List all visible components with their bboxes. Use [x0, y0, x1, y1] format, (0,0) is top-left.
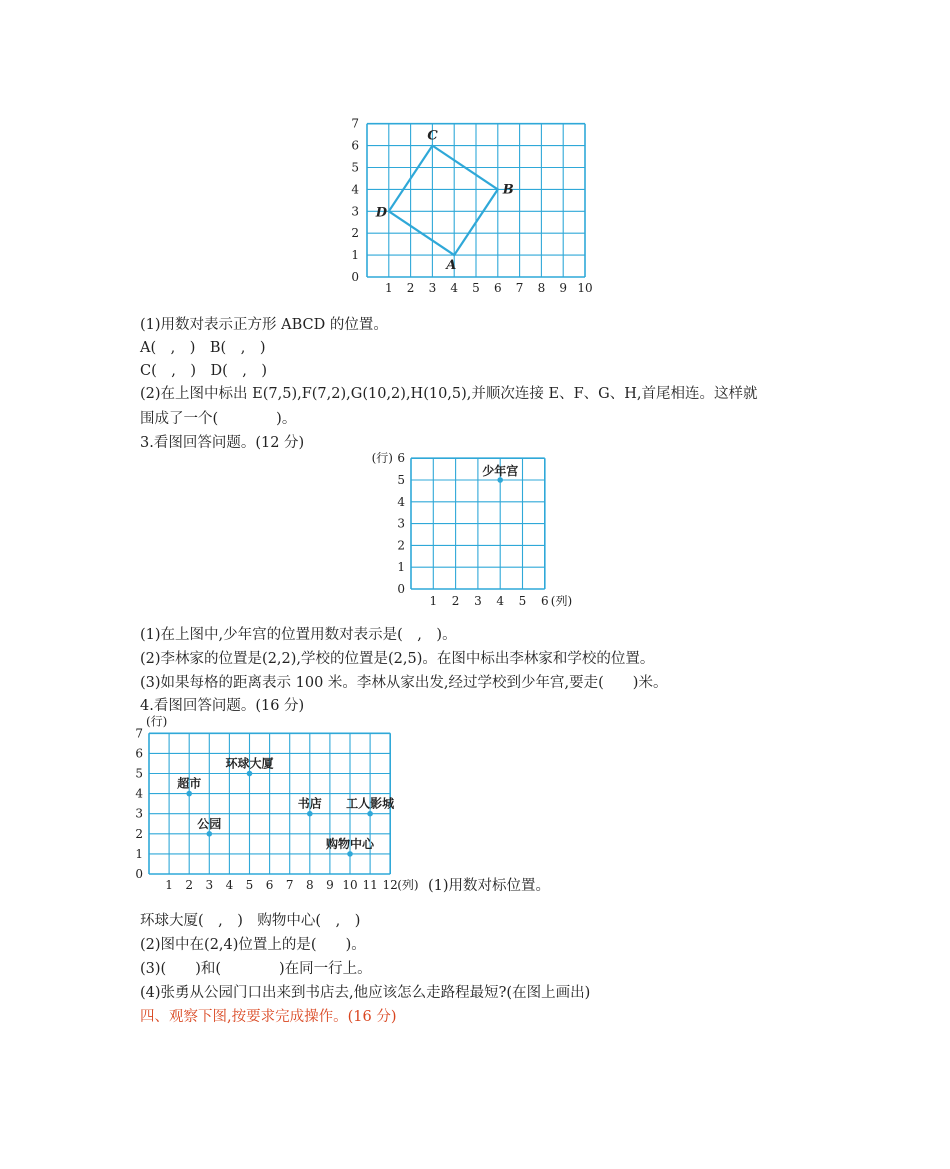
y-tick-label: 1 [351, 248, 359, 263]
y-tick-label: 7 [351, 116, 359, 131]
question-3-heading: 3.看图回答问题。(12 分) [140, 435, 305, 451]
x-tick-label: 2 [406, 281, 415, 295]
column-axis-label: (列) [397, 878, 419, 892]
question-2-ab-blanks: A( , ) B( , ) [140, 340, 266, 356]
place-label: 书店 [297, 796, 322, 811]
x-tick-label: 8 [537, 281, 546, 295]
place-label: 环球大厦 [225, 756, 274, 771]
place-point [247, 771, 253, 777]
x-tick-label: 2 [185, 878, 194, 892]
y-tick-label: 5 [397, 473, 405, 487]
y-tick-label: 3 [351, 204, 359, 219]
y-tick-label: 0 [135, 867, 143, 881]
y-tick-label: 3 [397, 516, 405, 531]
question-4-3: (3)( )和( )在同一行上。 [140, 961, 372, 977]
x-tick-label: 12 [382, 878, 398, 892]
vertex-label-c: C [427, 128, 438, 144]
vertex-label-d: D [375, 205, 388, 221]
y-tick-label: 4 [135, 786, 143, 801]
place-point [307, 811, 313, 817]
y-tick-label: 7 [135, 726, 143, 741]
question-3-3: (3)如果每格的距离表示 100 米。李林从家出发,经过学校到少年宫,要走( )米。 [140, 675, 668, 691]
place-point [207, 831, 213, 837]
place-point [367, 811, 373, 817]
question-2-cd-blanks: C( , ) D( , ) [140, 363, 268, 379]
x-tick-label: 4 [496, 594, 505, 608]
question-4-1: (1)用数对标位置。 [428, 878, 551, 894]
place-point [347, 851, 353, 857]
question-4-2: (2)图中在(2,4)位置上的是( )。 [140, 937, 366, 953]
place-label: 超市 [177, 776, 202, 791]
y-tick-label: 4 [397, 494, 405, 509]
y-tick-label: 2 [135, 826, 143, 841]
question-2-2-line2: 围成了一个( )。 [140, 411, 297, 427]
place-label: 少年宫 [482, 464, 519, 478]
x-tick-label: 6 [540, 594, 549, 608]
question-2-2-line1: (2)在上图中标出 E(7,5),F(7,2),G(10,2),H(10,5),并顺次连接 E、F、G、H,首尾相连。这样就 [140, 386, 758, 402]
y-tick-label: 0 [351, 270, 359, 284]
y-tick-label: 5 [135, 766, 143, 781]
x-tick-label: 1 [429, 594, 438, 608]
x-tick-label: 5 [245, 878, 254, 892]
x-tick-label: 5 [518, 594, 527, 608]
x-tick-label: 2 [451, 594, 460, 608]
question-3-1: (1)在上图中,少年宫的位置用数对表示是( , )。 [140, 627, 457, 643]
y-tick-label: 4 [351, 182, 359, 197]
y-tick-label: 6 [135, 746, 143, 761]
x-tick-label: 3 [205, 878, 214, 892]
y-tick-label: 5 [351, 160, 359, 175]
row-axis-label: (行) [146, 714, 168, 729]
x-tick-label: 3 [474, 594, 482, 608]
x-tick-label: 10 [342, 878, 358, 892]
x-tick-label: 9 [559, 281, 568, 295]
x-tick-label: 9 [326, 878, 334, 892]
question-4-4: (4)张勇从公园门口出来到书店去,他应该怎么走路程最短?(在图上画出) [140, 985, 591, 1001]
row-axis-label: (行) [371, 451, 393, 466]
y-tick-label: 2 [397, 538, 405, 553]
x-tick-label: 1 [165, 878, 173, 892]
x-tick-label: 5 [472, 281, 480, 295]
x-tick-label: 4 [225, 878, 234, 892]
x-tick-label: 7 [285, 878, 294, 892]
x-tick-label: 8 [305, 878, 314, 892]
question-2-1: (1)用数对表示正方形 ABCD 的位置。 [140, 317, 388, 333]
y-tick-label: 1 [397, 560, 405, 575]
question-3-2: (2)李林家的位置是(2,2),学校的位置是(2,5)。在图中标出李林家和学校的位置。 [140, 651, 655, 667]
y-tick-label: 6 [397, 451, 405, 466]
y-tick-label: 2 [351, 226, 359, 241]
x-tick-label: 10 [577, 281, 593, 295]
x-tick-label: 4 [450, 281, 459, 295]
place-label: 工人影城 [346, 796, 395, 811]
x-tick-label: 6 [265, 878, 274, 892]
section-4-heading: 四、观察下图,按要求完成操作。(16 分) [140, 1009, 397, 1025]
question-4-1-blanks: 环球大厦( , ) 购物中心( , ) [140, 913, 361, 929]
place-label: 公园 [197, 816, 222, 831]
y-tick-label: 3 [135, 806, 143, 821]
x-tick-label: 1 [384, 281, 393, 295]
place-label: 购物中心 [325, 836, 375, 851]
vertex-label-a: A [446, 258, 457, 274]
y-tick-label: 6 [351, 138, 359, 153]
x-tick-label: 6 [493, 281, 502, 295]
x-tick-label: 3 [428, 281, 437, 295]
x-tick-label: 11 [362, 878, 378, 892]
y-tick-label: 1 [135, 846, 143, 861]
place-point [186, 791, 192, 797]
y-tick-label: 0 [397, 582, 405, 596]
column-axis-label: (列) [550, 594, 573, 608]
vertex-label-b: B [502, 182, 514, 198]
question-4-heading: 4.看图回答问题。(16 分) [140, 698, 305, 714]
x-tick-label: 7 [515, 281, 524, 295]
